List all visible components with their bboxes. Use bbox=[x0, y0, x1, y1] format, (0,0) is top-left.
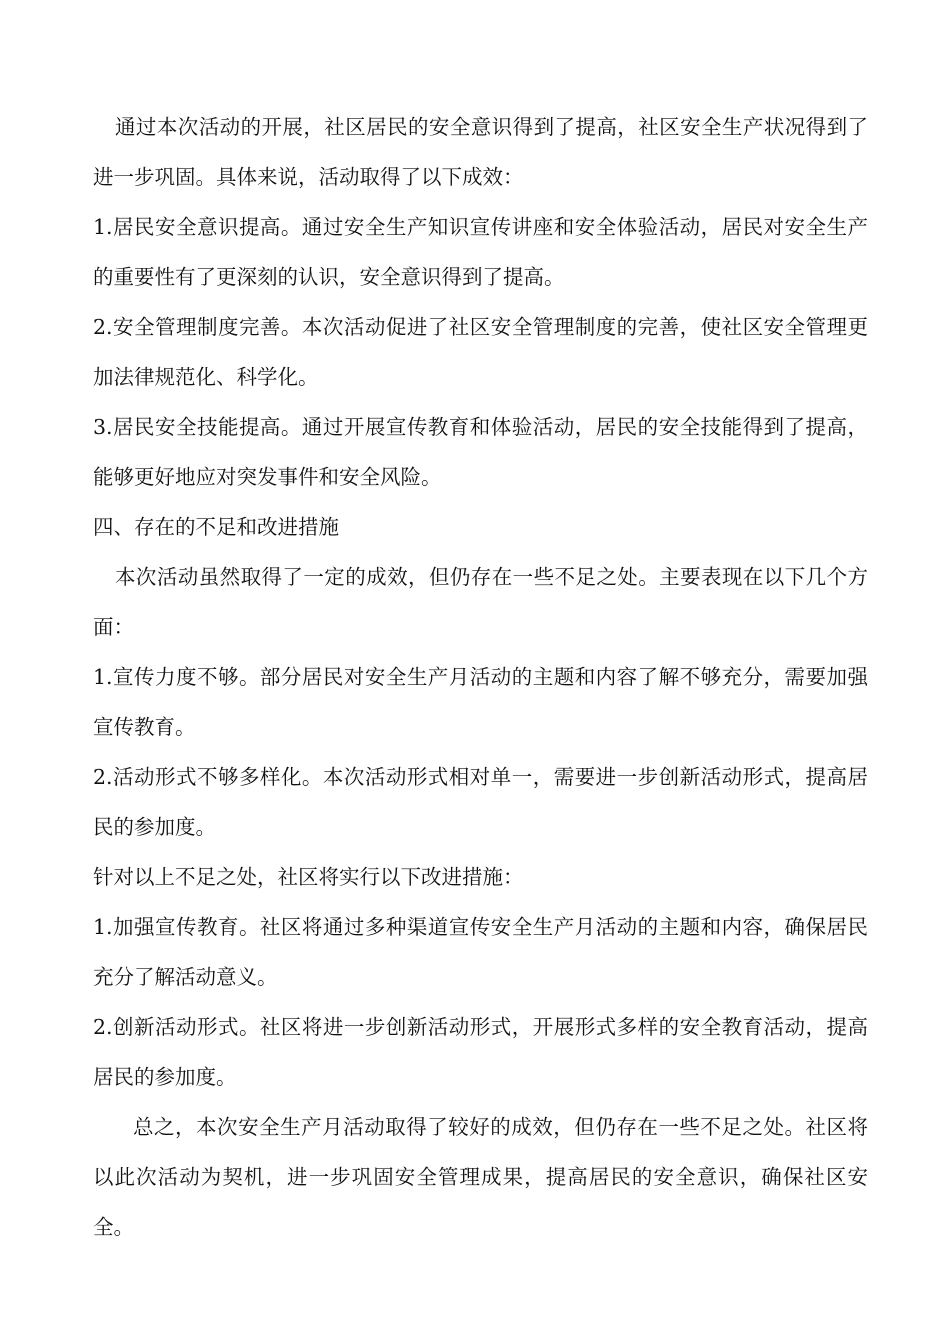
paragraph-achievement-2: 2.安全管理制度完善。本次活动促进了社区安全管理制度的完善，使社区安全管理更加法律规范化、科学化。 bbox=[93, 315, 868, 389]
paragraph-achievement-1: 1.居民安全意识提高。通过安全生产知识宣传讲座和安全体验活动，居民对安全生产的重要性有了更深刻的认识，安全意识得到了提高。 bbox=[93, 215, 868, 289]
paragraph-measures-intro: 针对以上不足之处，社区将实行以下改进措施： bbox=[93, 865, 524, 889]
paragraph-measure-2: 2.创新活动形式。社区将进一步创新活动形式，开展形式多样的安全教育活动，提高居民的参加度。 bbox=[93, 1015, 868, 1089]
document-body bbox=[93, 102, 868, 1252]
paragraph-shortcoming-1: 1.宣传力度不够。部分居民对安全生产月活动的主题和内容了解不够充分，需要加强宣传教育。 bbox=[93, 665, 868, 739]
paragraph-conclusion: 总之，本次安全生产月活动取得了较好的成效，但仍存在一些不足之处。社区将以此次活动为契机，进一步巩固安全管理成果，提高居民的安全意识，确保社区安全。 bbox=[93, 1115, 868, 1239]
paragraph-shortcomings-intro: 本次活动虽然取得了一定的成效，但仍存在一些不足之处。主要表现在以下几个方面： bbox=[93, 565, 868, 639]
paragraph-achievement-3: 3.居民安全技能提高。通过开展宣传教育和体验活动，居民的安全技能得到了提高，能够更好地应对突发事件和安全风险。 bbox=[93, 415, 868, 489]
paragraph-measure-1: 1.加强宣传教育。社区将通过多种渠道宣传安全生产月活动的主题和内容，确保居民充分了解活动意义。 bbox=[93, 915, 868, 989]
paragraph-shortcoming-2: 2.活动形式不够多样化。本次活动形式相对单一，需要进一步创新活动形式，提高居民的参加度。 bbox=[93, 765, 868, 839]
section-heading-shortcomings: 四、存在的不足和改进措施 bbox=[93, 515, 339, 539]
paragraph-achievements-intro: 通过本次活动的开展，社区居民的安全意识得到了提高，社区安全生产状况得到了进一步巩固。具体来说，活动取得了以下成效： bbox=[93, 115, 868, 189]
